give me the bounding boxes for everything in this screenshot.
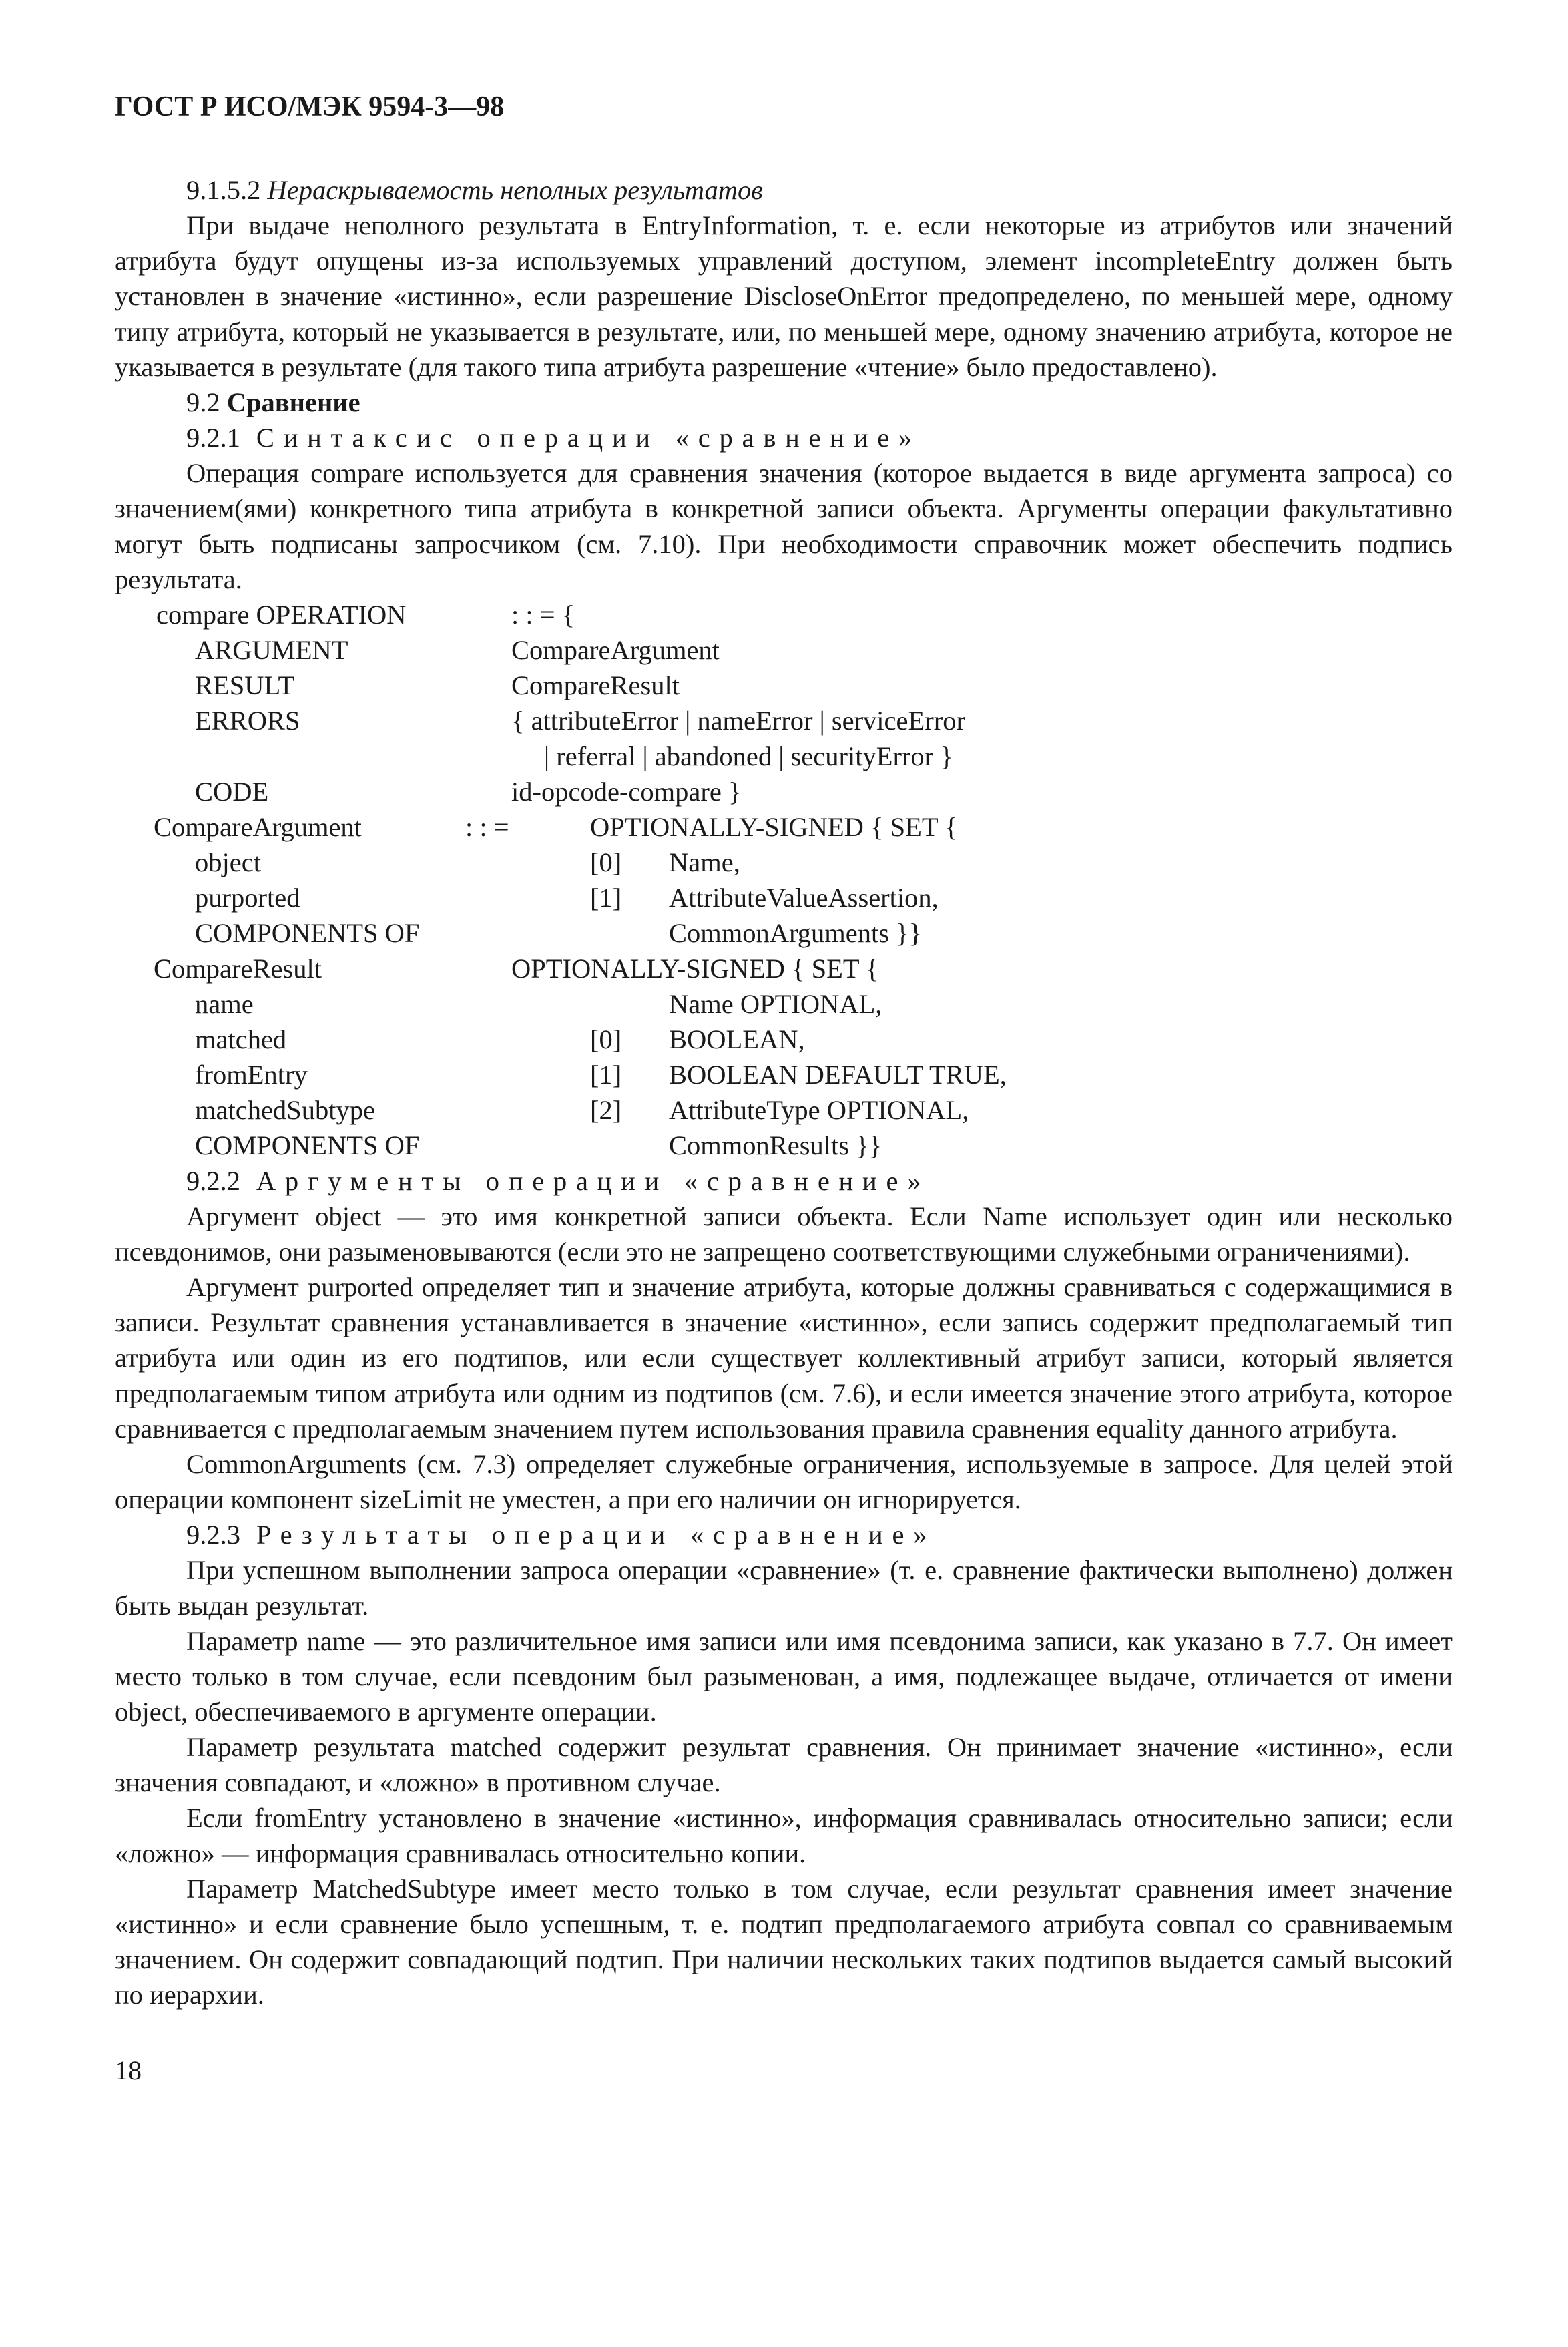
section-number: 9.1.5.2 — [186, 175, 261, 205]
asn-compare-operation: compare OPERATION — [156, 600, 407, 630]
asn-tag: [1] — [590, 883, 622, 913]
asn-assign: : : = { — [511, 600, 575, 630]
document-page — [115, 87, 1453, 2088]
asn-field-type: AttributeType OPTIONAL, — [669, 1095, 969, 1125]
asn-errors: ERRORS — [195, 706, 300, 736]
asn-result-value: CompareResult — [511, 670, 680, 700]
asn-tag: [2] — [590, 1095, 622, 1125]
asn-optionally-signed: OPTIONALLY-SIGNED { SET { — [511, 953, 879, 984]
asn-argument-value: CompareArgument — [511, 635, 720, 665]
section-title: Синтаксис операции «сравнение» — [256, 423, 922, 453]
asn-tag: [1] — [590, 1060, 622, 1090]
section-9-2-2-heading — [186, 1163, 1453, 1199]
asn-assign: : : = — [465, 812, 509, 842]
asn-field-matchedsubtype: matchedSubtype — [195, 1095, 375, 1125]
section-9-2-3-heading — [186, 1517, 1453, 1552]
section-9-1-5-2-heading — [186, 172, 1453, 208]
section-number: 9.2.2 — [186, 1166, 240, 1196]
page-number: 18 — [115, 2055, 142, 2085]
asn-code: CODE — [195, 777, 269, 807]
asn-components-of: COMPONENTS OF — [195, 918, 420, 948]
section-title: Нераскрываемость неполных результатов — [267, 175, 763, 205]
asn-field-type: BOOLEAN DEFAULT TRUE, — [669, 1060, 1007, 1090]
asn-result: RESULT — [195, 670, 295, 700]
paragraph: CommonArguments (см. 7.3) определяет служебные ограничения, используемые в запросе. Для целей этой операции компонент sizeLimit не уместен, а при его наличии он игнорируется. — [115, 1449, 1453, 1514]
paragraph: Операция compare используется для сравнения значения (которое выдается в виде аргумента запроса) со значением(ями) конкретного типа атрибута в конкретной записи объекта. Аргументы операции факультативно могут быть подписаны запросчиком (см. 7.10). При необходимости справочник может обеспечить подпись результата. — [115, 458, 1453, 594]
paragraph: Параметр MatchedSubtype имеет место только в том случае, если результат сравнения имеет значение «истинно» и если сравнение было успешным, т. е. подтип предполагаемого атрибута совпал со сравниваемым значением. Он содержит совпадающий подтип. При наличии нескольких таких подтипов выдается самый высокий по иерархии. — [115, 1874, 1453, 2010]
asn-field-purported: purported — [195, 883, 300, 913]
asn-errors-value-cont: | referral | abandoned | securityError } — [544, 741, 953, 771]
paragraph: При успешном выполнении запроса операции «сравнение» (т. е. сравнение фактически выполнено) должен быть выдан результат. — [115, 1555, 1453, 1621]
asn-optionally-signed: OPTIONALLY-SIGNED { SET { — [590, 812, 958, 842]
paragraph: Аргумент purported определяет тип и значение атрибута, которые должны сравниваться с содержащимися в записи. Результат сравнения устанавливается в значение «истинно», если запись содержит предполагаемый тип атрибута или один из его подтипов, или если существует коллективный атрибут записи, который является предполагаемым типом атрибута или одним из подтипов (см. 7.6), и если имеется значение этого атрибута, которое сравнивается с предполагаемым значением путем использования правила сравнения equality данного атрибута. — [115, 1272, 1453, 1444]
asn-argument: ARGUMENT — [195, 635, 348, 665]
asn-field-type: CommonArguments }} — [669, 918, 923, 948]
asn-code-value: id-opcode-compare } — [511, 777, 742, 807]
asn1-definition-block — [115, 597, 1453, 1163]
asn-field-type: Name OPTIONAL, — [669, 989, 882, 1019]
document-header: ГОСТ Р ИСО/МЭК 9594-3—98 — [115, 91, 505, 122]
section-title: Сравнение — [226, 387, 360, 417]
paragraph: Параметр name — это различительное имя записи или имя псевдонима записи, как указано в 7.7. Он имеет место только в том случае, если псевдоним был разыменован, а имя, подлежащее выдаче, отличается от имени object, обеспечиваемого в аргументе операции. — [115, 1626, 1453, 1727]
asn-field-type: AttributeValueAssertion, — [669, 883, 939, 913]
asn-field-name: name — [195, 989, 254, 1019]
asn-errors-value: { attributeError | nameError | serviceError — [511, 706, 965, 736]
paragraph: Если fromEntry установлено в значение «истинно», информация сравнивалась относительно записи; если «ложно» — информация сравнивалась относительно копии. — [115, 1803, 1453, 1868]
asn-compare-argument: CompareArgument — [154, 812, 362, 842]
section-number: 9.2 — [186, 387, 220, 417]
asn-field-type: BOOLEAN, — [669, 1024, 805, 1054]
section-9-2-1-heading — [186, 420, 1453, 455]
asn-field-type: CommonResults }} — [669, 1130, 882, 1160]
asn-field-type: Name, — [669, 847, 740, 877]
section-title: Результаты операции «сравнение» — [256, 1520, 937, 1550]
paragraph: Параметр результата matched содержит результат сравнения. Он принимает значение «истинно», если значения совпадают, и «ложно» в противном случае. — [115, 1732, 1453, 1797]
section-number: 9.2.1 — [186, 423, 240, 453]
asn-compare-result: CompareResult — [154, 953, 322, 984]
asn-field-object: object — [195, 847, 261, 877]
section-9-2-heading — [186, 385, 1453, 420]
asn-field-matched: matched — [195, 1024, 287, 1054]
asn-tag: [0] — [590, 847, 622, 877]
asn-field-fromentry: fromEntry — [195, 1060, 308, 1090]
section-number: 9.2.3 — [186, 1520, 240, 1550]
paragraph: При выдаче неполного результата в EntryInformation, т. е. если некоторые из атрибутов или значений атрибута будут опущены из-за используемых управлений доступом, элемент incompleteEntry должен быть установлен в значение «истинно», если разрешение DiscloseOnError предопределено, по меньшей мере, одному типу атрибута, который не указывается в результате, или, по меньшей мере, одному значению атрибута, которое не указывается в результате (для такого типа атрибута разрешение «чтение» было предоставлено). — [115, 210, 1453, 382]
paragraph: Аргумент object — это имя конкретной записи объекта. Если Name использует один или несколько псевдонимов, они разыменовываются (если это не запрещено соответствующими служебными ограничениями). — [115, 1201, 1453, 1267]
section-title: Аргументы операции «сравнение» — [256, 1166, 931, 1196]
asn-components-of: COMPONENTS OF — [195, 1130, 420, 1160]
asn-tag: [0] — [590, 1024, 622, 1054]
